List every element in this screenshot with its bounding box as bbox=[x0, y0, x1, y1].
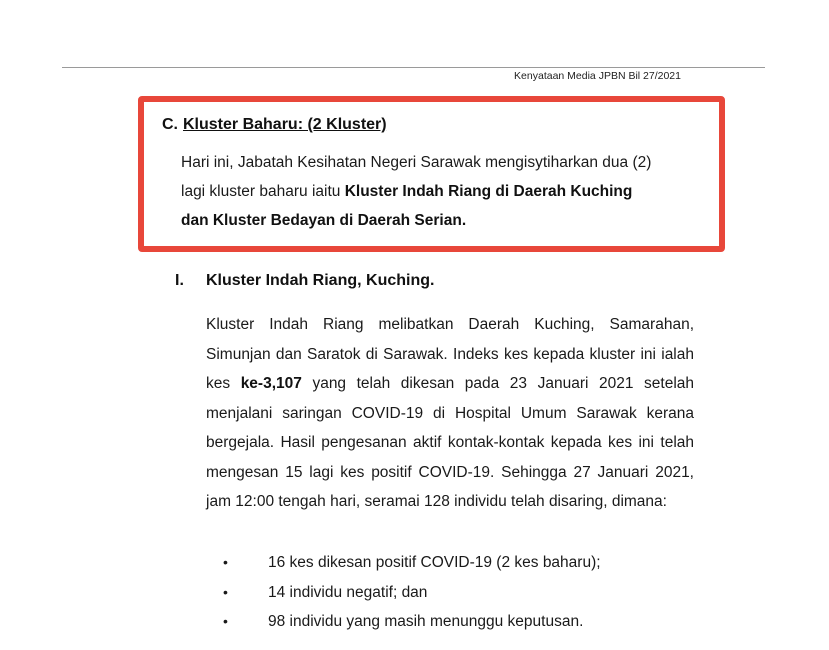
para-line1: Hari ini, Jabatah Kesihatan Negeri Sarawak mengisytiharkan dua (2) bbox=[181, 154, 652, 171]
index-case-number: ke-3,107 bbox=[240, 375, 302, 392]
document-reference: Kenyataan Media JPBN Bil 27/2021 bbox=[514, 70, 681, 82]
subsection-heading bbox=[175, 272, 434, 290]
bullet-icon: • bbox=[223, 613, 228, 629]
section-c-paragraph bbox=[181, 148, 701, 235]
para-line2-plain: lagi kluster baharu iaitu bbox=[181, 183, 345, 200]
list-item bbox=[223, 548, 601, 578]
section-title: Kluster Baharu: (2 Kluster) bbox=[183, 116, 387, 133]
bullet-icon: • bbox=[223, 583, 228, 600]
subsection-number: I. bbox=[175, 272, 184, 289]
list-item bbox=[223, 578, 601, 608]
subsection-title: Kluster Indah Riang, Kuching. bbox=[206, 272, 435, 289]
para-line3-bold: dan Kluster Bedayan di Daerah Serian. bbox=[181, 212, 467, 229]
header-rule bbox=[62, 67, 765, 68]
section-c-heading bbox=[162, 116, 387, 134]
paragraph-part1: Kluster Indah Riang melibatkan Daerah Kuching, Samarahan, Simunjan dan Saratok di Sarawak. Indeks kes kepada kluster ini ialah kes bbox=[206, 316, 694, 392]
bullet-icon: • bbox=[223, 554, 228, 570]
list-item-text: 14 individu negatif; dan bbox=[268, 583, 428, 601]
list-item-text: 98 individu yang masih menunggu keputusan. bbox=[268, 613, 584, 630]
list-item-text: 16 kes dikesan positif COVID-19 (2 kes baharu); bbox=[268, 554, 601, 571]
paragraph-part2: yang telah dikesan pada 23 Januari 2021 setelah menjalani saringan COVID-19 di Hospital Umum Sarawak kerana bergejala. Hasil pengesanan aktif kontak-kontak kepada kes ini telah mengesan 15 lagi kes positif COVID-19. Sehingga 27 Januari 2021, jam 12:00 tengah hari, seramai 128 individu telah disaring, dimana: bbox=[206, 375, 694, 510]
subsection-paragraph bbox=[206, 310, 694, 517]
section-letter: C. bbox=[162, 116, 178, 133]
result-list bbox=[223, 548, 601, 637]
para-line2-bold: Kluster Indah Riang di Daerah Kuching bbox=[344, 183, 633, 200]
list-item bbox=[223, 607, 601, 637]
